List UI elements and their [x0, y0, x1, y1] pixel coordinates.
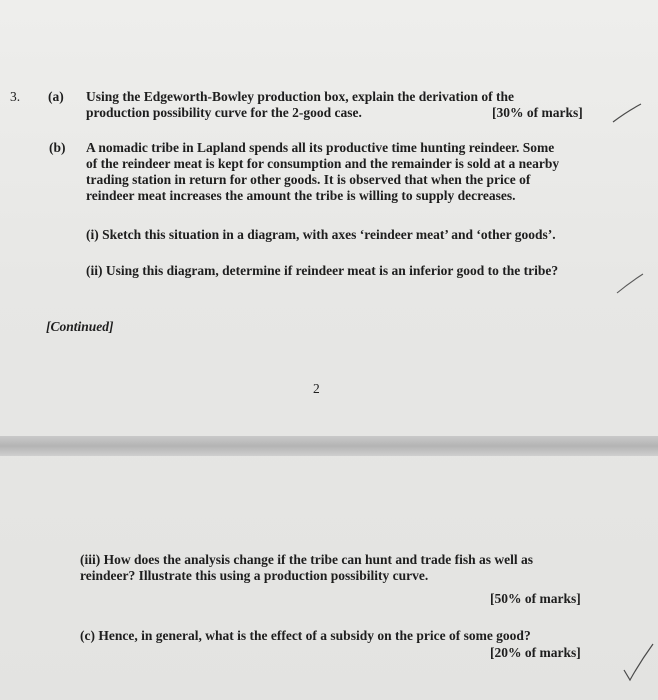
- part-b-line4: reindeer meat increases the amount the tribe is willing to supply decreases.: [86, 188, 516, 203]
- part-b-line3: trading station in return for other goods. It is observed that when the price of: [86, 172, 531, 187]
- part-b-marks: [50% of marks]: [490, 591, 581, 606]
- part-b-line1: A nomadic tribe in Lapland spends all its productive time hunting reindeer. Some: [86, 140, 555, 155]
- part-b-sub-i: (i) Sketch this situation in a diagram, with axes ‘reindeer meat’ and ‘other goods’.: [86, 227, 556, 242]
- page-number: 2: [313, 381, 320, 396]
- part-a-line2: production possibility curve for the 2-good case.: [86, 105, 362, 120]
- part-c-text: (c) Hence, in general, what is the effect of a subsidy on the price of some good?: [80, 628, 531, 643]
- part-a-marks: [30% of marks]: [492, 105, 583, 120]
- pen-tick-icon: [610, 100, 644, 126]
- continued-note: [Continued]: [46, 319, 114, 334]
- part-b-line2: of the reindeer meat is kept for consumption and the remainder is sold at a nearby: [86, 156, 560, 171]
- pen-tick-icon: [614, 270, 646, 296]
- page-break-gap: [0, 436, 658, 456]
- part-b-label: (b): [49, 140, 66, 155]
- part-b-sub-iii-line2: reindeer? Illustrate this using a production possibility curve.: [80, 568, 429, 583]
- part-b-sub-ii: (ii) Using this diagram, determine if reindeer meat is an inferior good to the tribe?: [86, 263, 559, 278]
- part-b-sub-iii-line1: (iii) How does the analysis change if the tribe can hunt and trade fish as well as: [80, 552, 534, 567]
- question-number: 3.: [10, 89, 21, 104]
- part-c-marks: [20% of marks]: [490, 645, 581, 660]
- pen-check-icon: [620, 640, 656, 686]
- part-a-line1: Using the Edgeworth-Bowley production box, explain the derivation of the: [86, 89, 515, 104]
- part-a-label: (a): [48, 89, 64, 104]
